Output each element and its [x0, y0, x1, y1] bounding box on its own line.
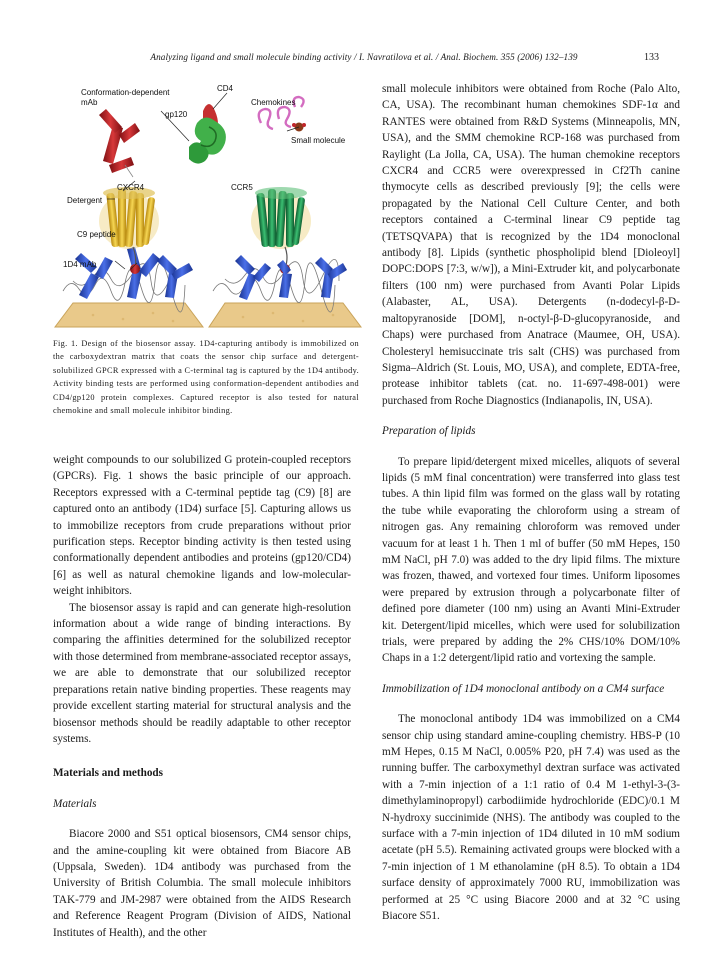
- paragraph: The monoclonal antibody 1D4 was immobilized on a CM4 sensor chip using standard amine-coupling chemistry. HBS-P (10 mM Hepes, 0.15 M NaCl, 0.005% P20, pH 7.4) was used as the running buffer. The carboxymethyl dextran surface was activated with a 7-min injection of a 1:1 ratio of 0.4 M 1-ethyl-3-(3-dimethylaminopropyl) carbodiimide hydrochloride (EDC)/0.1 M N-hydroxy succinimide (NHS). The antibody was coupled to the surface with a 7-min injection of 1D4 diluted in 10 mM sodium acetate (pH 5.5). Remaining activated groups were blocked with a 7-min injection of 1 M ethanolamine (pH 8.5). To obtain a 1D4 surface density of approximately 7000 RU, immobilization was performed at 25 °C using Biacore 2000 and at 32 °C using Biacore S51.: [382, 713, 680, 923]
- paragraph: To prepare lipid/detergent mixed micelles, aliquots of several lipids (5 mM final concentration) were transferred into glass test tubes. A thin lipid film was formed on the glass wall by rotating the tube while evaporating the chloroform using a stream of nitrogen gas. Any remaining chloroform was removed under vacuum for at least 1 h. Then 1 ml of buffer (50 mM Hepes, 150 mM NaCl, pH 7.0) was added to the dry lipid films. The mixture was frozen, thawed, and vortexed four times. Uniform liposomes were prepared by extrusion through a polycarbonate filter of defined pore diameter (100 nm) using an Avanti Mini-Extruder kit. Detergent/lipid micelles, which were used for solubilization trials, were prepared by adding the 2% CHS/10% DOM/10% Chaps in a 1:2 detergent/lipid ratio and vortexing the sample.: [382, 455, 680, 665]
- antibody-1d4-right: [235, 255, 347, 300]
- subsection-heading: Materials: [53, 797, 97, 810]
- conformation-mab: [99, 109, 140, 177]
- gp120-cd4-complex: [189, 104, 226, 164]
- subsection-heading: Preparation of lipids: [382, 425, 476, 438]
- page-number: 133: [644, 52, 659, 63]
- ccr5-receptor: [251, 187, 311, 274]
- sensor-chip-left: [55, 303, 203, 327]
- paragraph: weight compounds to our solubilized G protein-coupled receptors (GPCRs). Fig. 1 shows the basic principle of our approach. Receptors expressed with a C-terminal peptide tag (C9) [8] are captured onto an antibody (1D4) surface [5]. Capturing allows us to immobilize receptors from crude preparations without prior purification steps. Receptor binding activity is then tested using conformationally dependent antibodies and proteins (gp120/CD4) [6] as well as natural chemokine ligands and low-molecular-weight inhibitors.: [53, 454, 351, 598]
- biosensor-assay-diagram: [53, 81, 363, 331]
- left-column: [53, 452, 351, 941]
- label-1d4-mab: 1D4 mAb: [63, 260, 97, 269]
- label-detergent: Detergent: [67, 196, 103, 205]
- label-ccr5: CCR5: [231, 183, 253, 192]
- running-head: Analyzing ligand and small molecule binding activity / I. Navratilova et al. / Anal. Biochem. 355 (2006) 132–139: [150, 52, 578, 62]
- sensor-chip-right: [209, 303, 361, 327]
- label-conformation-mab-1: Conformation-dependent: [81, 88, 170, 97]
- label-small-molecule: Small molecule: [291, 136, 346, 145]
- section-heading: Materials and methods: [53, 767, 164, 780]
- paragraph: small molecule inhibitors were obtained from Roche (Palo Alto, CA, USA). The recombinant human chemokines SDF-1α and RANTES were obtained from R&D Systems (Minneapolis, MN, USA), and the SMM chemokine RCP-168 was purchased from Raylight (La Jolla, CA, USA). The human chemokine receptors CXCR4 and CCR5 were overexpressed in Cf2Th canine thymocyte cells as described previously [9]; the cells were propagated by the National Cell Culture Center, and both receptors contained a C-terminal linear C9 peptide tag (TETSQVAPA) that is recognized by the 1D4 monoclonal antibody [8]. Lipids (synthetic phospholipid blend [Dioleoyl] DOPC:DOPS [7:3, w/w]), a Mini-Extruder kit, and polycarbonate filters (100 nm) were purchased from Avanti Polar Lipids (Alabaster, AL, USA). Detergents (n-dodecyl-β-D-maltopyranoside [DOM], n-octyl-β-D-glucopyranoside, and Chaps) were purchased from Anatrace (Maumee, OH, USA). Cholesteryl hemisuccinate tris salt (CHS) was purchased from Sigma–Aldrich (St. Louis, MO, USA), and complete, EDTA-free, protease inhibitor tablets (cat. no. 11-697-498-001) were purchased from Roche Diagnostics (Indianapolis, IN, USA).: [382, 83, 680, 407]
- c9-tag-left: [130, 264, 140, 274]
- label-conformation-mab-2: mAb: [81, 98, 98, 107]
- paragraph: The biosensor assay is rapid and can generate high-resolution information about a wide range of binding interactions. By comparing the affinities determined for the solubilized receptor with those determined from membrane-associated receptor assays, we are able to demonstrate that our solubilized receptor preparations retain native binding properties. These reagents may provide excellent starting material for structural analysis and the biosensor methods should be readily adaptable to other receptor systems.: [53, 601, 351, 745]
- paragraph: Biacore 2000 and S51 optical biosensors, CM4 sensor chips, and the amine-coupling kit were obtained from Biacore AB (Uppsala, Sweden). 1D4 antibody was purchased from the University of British Columbia. The small molecule inhibitors TAK-779 and JM-2987 were obtained from the AIDS Research and Reference Reagent Program (Division of AIDS, National Institutes of Health), and the other: [53, 828, 351, 939]
- label-cd4: CD4: [217, 84, 234, 93]
- label-chemokines: Chemokines: [251, 98, 296, 107]
- label-c9-peptide: C9 peptide: [77, 230, 116, 239]
- label-gp120: gp120: [165, 110, 188, 119]
- figure-caption: Fig. 1. Design of the biosensor assay. 1D4-capturing antibody is immobilized on the carboxydextran matrix that coats the sensor chip surface and detergent-solubilized GPCR expressed with a C-terminal tag is captured by the 1D4 antibody. Activity binding tests are performed using conformation-dependent antibodies and CD4/gp120 protein complexes. Captured receptor is also tested for natural chemokine and small molecule inhibitor binding.: [53, 339, 359, 416]
- figure-1: [53, 81, 363, 331]
- label-cxcr4: CXCR4: [117, 183, 145, 192]
- right-column: [382, 81, 680, 925]
- subsection-heading: Immobilization of 1D4 monoclonal antibody on a CM4 surface: [382, 682, 665, 695]
